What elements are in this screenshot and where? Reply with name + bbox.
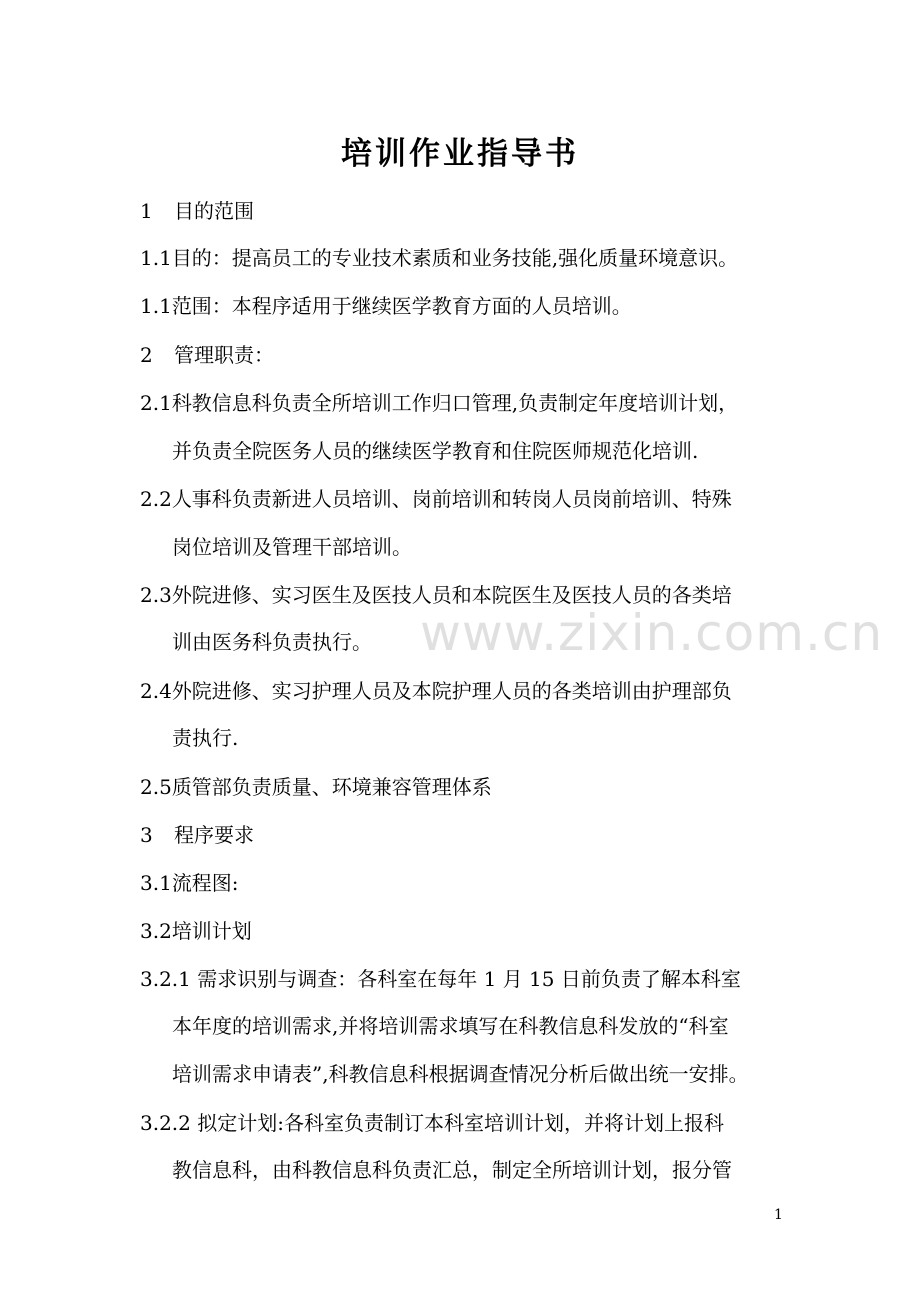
section-text: 程序要求 — [174, 823, 254, 847]
section-number: 3.2.2 — [140, 1111, 191, 1135]
page-number: 1 — [774, 1207, 783, 1223]
paragraph-line — [140, 243, 738, 273]
paragraph-line — [140, 676, 732, 706]
paragraph-line — [140, 388, 738, 418]
section-text: 责执行. — [172, 726, 239, 750]
section-text: 流程图: — [171, 871, 239, 895]
section-text: 目的：提高员工的专业技术素质和业务技能,强化质量环境意识。 — [171, 246, 739, 270]
paragraph-continuation — [172, 1011, 729, 1041]
section-text: 拟定计划:各科室负责制订本科室培训计划，并将计划上报科 — [190, 1111, 724, 1135]
section-text: 需求识别与调查：各科室在每年 1 月 15 日前负责了解本科室 — [190, 967, 741, 991]
section-number: 2 — [140, 343, 153, 367]
section-number: 2.5 — [140, 775, 172, 799]
section-number: 1.1 — [140, 246, 172, 270]
section-heading — [140, 340, 274, 370]
section-text: 本年度的培训需求,并将培训需求填写在科教信息科发放的“科室 — [172, 1014, 729, 1038]
paragraph-line — [140, 1108, 724, 1138]
section-text: 培训计划 — [171, 919, 252, 943]
section-text: 外院进修、实习医生及医技人员和本院医生及医技人员的各类培 — [171, 583, 732, 607]
section-heading — [140, 820, 254, 850]
section-text: 岗位培训及管理干部培训。 — [172, 535, 412, 559]
paragraph-continuation — [172, 627, 372, 657]
section-text: 训由医务科负责执行。 — [172, 630, 372, 654]
section-number: 1 — [140, 199, 153, 223]
paragraph-line — [140, 291, 632, 321]
paragraph-line — [140, 772, 492, 802]
paragraph-line — [140, 484, 732, 514]
paragraph-line — [140, 916, 252, 946]
section-text: 外院进修、实习护理人员及本院护理人员的各类培训由护理部负 — [171, 679, 732, 703]
section-text: 目的范围 — [174, 199, 254, 223]
section-number: 3 — [140, 823, 153, 847]
paragraph-continuation — [172, 723, 238, 753]
document-title: 培训作业指导书 — [341, 136, 579, 172]
section-number: 2.1 — [140, 391, 172, 415]
paragraph-continuation — [172, 1155, 732, 1185]
section-text: 质管部负责质量、环境兼容管理体系 — [171, 775, 492, 799]
paragraph-continuation — [172, 436, 698, 466]
section-heading — [140, 196, 254, 226]
section-text: 人事科负责新进人员培训、岗前培训和转岗人员岗前培训、特殊 — [171, 487, 732, 511]
paragraph-continuation — [172, 1059, 749, 1089]
section-number: 2.2 — [140, 487, 172, 511]
section-number: 2.4 — [140, 679, 172, 703]
section-text: 培训需求申请表”,科教信息科根据调查情况分析后做出统一安排。 — [172, 1062, 749, 1086]
section-text: 范围：本程序适用于继续医学教育方面的人员培训。 — [171, 294, 632, 318]
paragraph-line — [140, 964, 741, 994]
section-text: 管理职责： — [174, 343, 274, 367]
section-text: 科教信息科负责全所培训工作归口管理,负责制定年度培训计划， — [171, 391, 739, 415]
section-number: 2.3 — [140, 583, 172, 607]
section-number: 3.1 — [140, 871, 172, 895]
paragraph-line — [140, 868, 239, 898]
section-text: 并负责全院医务人员的继续医学教育和住院医师规范化培训. — [172, 439, 699, 463]
section-text: 教信息科，由科教信息科负责汇总，制定全所培训计划，报分管 — [172, 1158, 732, 1182]
paragraph-continuation — [172, 532, 412, 562]
section-number: 3.2.1 — [140, 967, 191, 991]
section-number: 3.2 — [140, 919, 172, 943]
watermark: www.zixin.com.cn — [420, 604, 884, 662]
section-number: 1.1 — [140, 294, 172, 318]
